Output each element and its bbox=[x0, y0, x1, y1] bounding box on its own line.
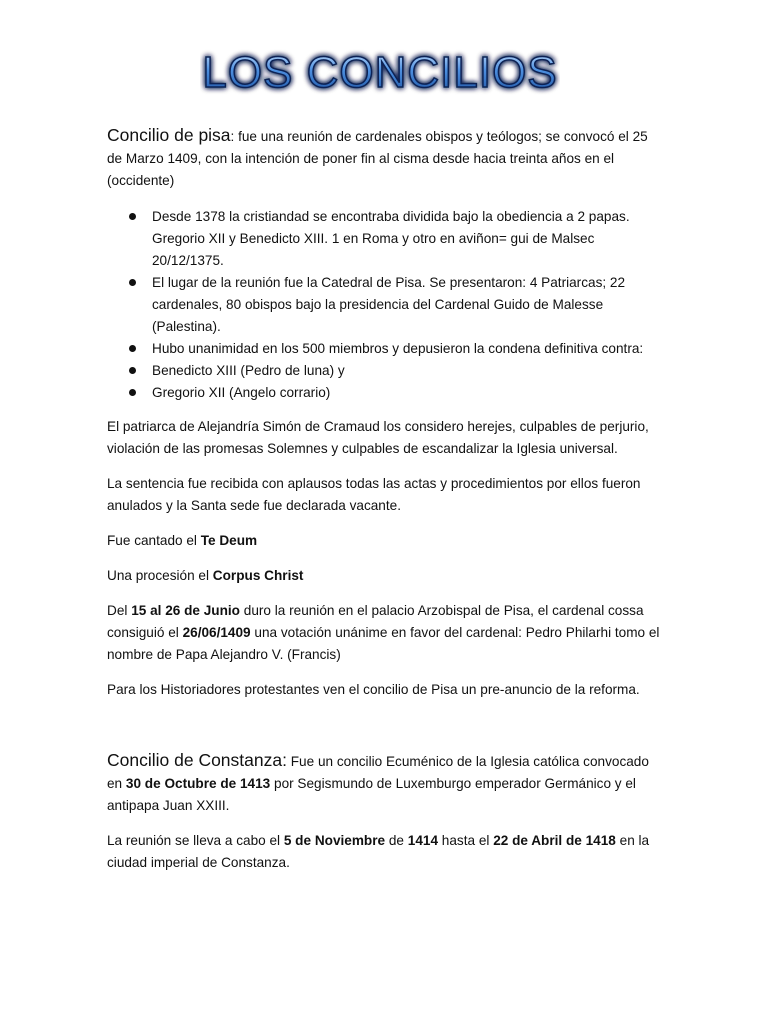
bullet-icon bbox=[129, 279, 136, 286]
pisa-heading: Concilio de pisa bbox=[107, 125, 231, 145]
pisa-intro-text: : fue una reunión de cardenales obispos y teólogos; se convocó el 25 de Marzo 1409, con la intención de poner fin al cisma desde hacia treinta años en el (occidente) bbox=[107, 129, 648, 188]
list-item: Hubo unanimidad en los 500 miembros y depusieron la condena definitiva contra: bbox=[107, 338, 662, 360]
fechas-paragraph: Del 15 al 26 de Junio duro la reunión en el palacio Arzobispal de Pisa, el cardenal cossa consiguió el 26/06/1409 una votación unánime en favor del cardenal: Pedro Philarhi tomo el nombre de Papa Alejandro V. (Francis) bbox=[107, 603, 660, 662]
tedeum-paragraph: Fue cantado el Te Deum bbox=[107, 533, 258, 548]
list-item: Gregorio XII (Angelo corrario) bbox=[107, 382, 662, 404]
list-item: El lugar de la reunión fue la Catedral de Pisa. Se presentaron: 4 Patriarcas; 22 cardenales, 80 obispos bajo la presidencia del Cardenal Guido de Malesse (Palestina). bbox=[107, 272, 662, 338]
page-title: LOS CONCILIOS bbox=[202, 48, 558, 97]
historiadores-paragraph: Para los Historiadores protestantes ven el concilio de Pisa un pre-anuncio de la reforma. bbox=[107, 682, 640, 697]
title-banner bbox=[200, 42, 560, 102]
bullet-icon bbox=[129, 345, 136, 352]
bullet-icon bbox=[129, 213, 136, 220]
document-body bbox=[107, 124, 662, 874]
bullet-icon bbox=[129, 389, 136, 396]
list-item: Benedicto XIII (Pedro de luna) y bbox=[107, 360, 662, 382]
constanza-reunion-paragraph: La reunión se lleva a cabo el 5 de Noviembre de 1414 hasta el 22 de Abril de 1418 en la ciudad imperial de Constanza. bbox=[107, 833, 650, 870]
list-item: Desde 1378 la cristiandad se encontraba dividida bajo la obediencia a 2 papas. Gregorio XII y Benedicto XIII. 1 en Roma y otro en aviñon= gui de Malsec 20/12/1375. bbox=[107, 206, 662, 272]
constanza-intro-paragraph: Concilio de Constanza: Fue un concilio Ecuménico de la Iglesia católica convocado en 30 de Octubre de 1413 por Segismundo de Luxemburgo emperador Germánico y el antipapa Juan XXIII. bbox=[107, 750, 649, 813]
pisa-intro-paragraph bbox=[107, 124, 662, 192]
constanza-heading: Concilio de Constanza: bbox=[107, 750, 287, 770]
pisa-bullet-list bbox=[107, 206, 662, 404]
bullet-icon bbox=[129, 367, 136, 374]
sentencia-paragraph: La sentencia fue recibida con aplausos todas las actas y procedimientos por ellos fueron anulados y la Santa sede fue declarada vacante. bbox=[107, 476, 641, 513]
procesion-paragraph: Una procesión el Corpus Christ bbox=[107, 568, 304, 583]
patriarca-paragraph: El patriarca de Alejandría Simón de Cramaud los considero herejes, culpables de perjurio, violación de las promesas Solemnes y culpables de escandalizar la Iglesia universal. bbox=[107, 419, 649, 456]
title-wordart bbox=[200, 42, 560, 102]
